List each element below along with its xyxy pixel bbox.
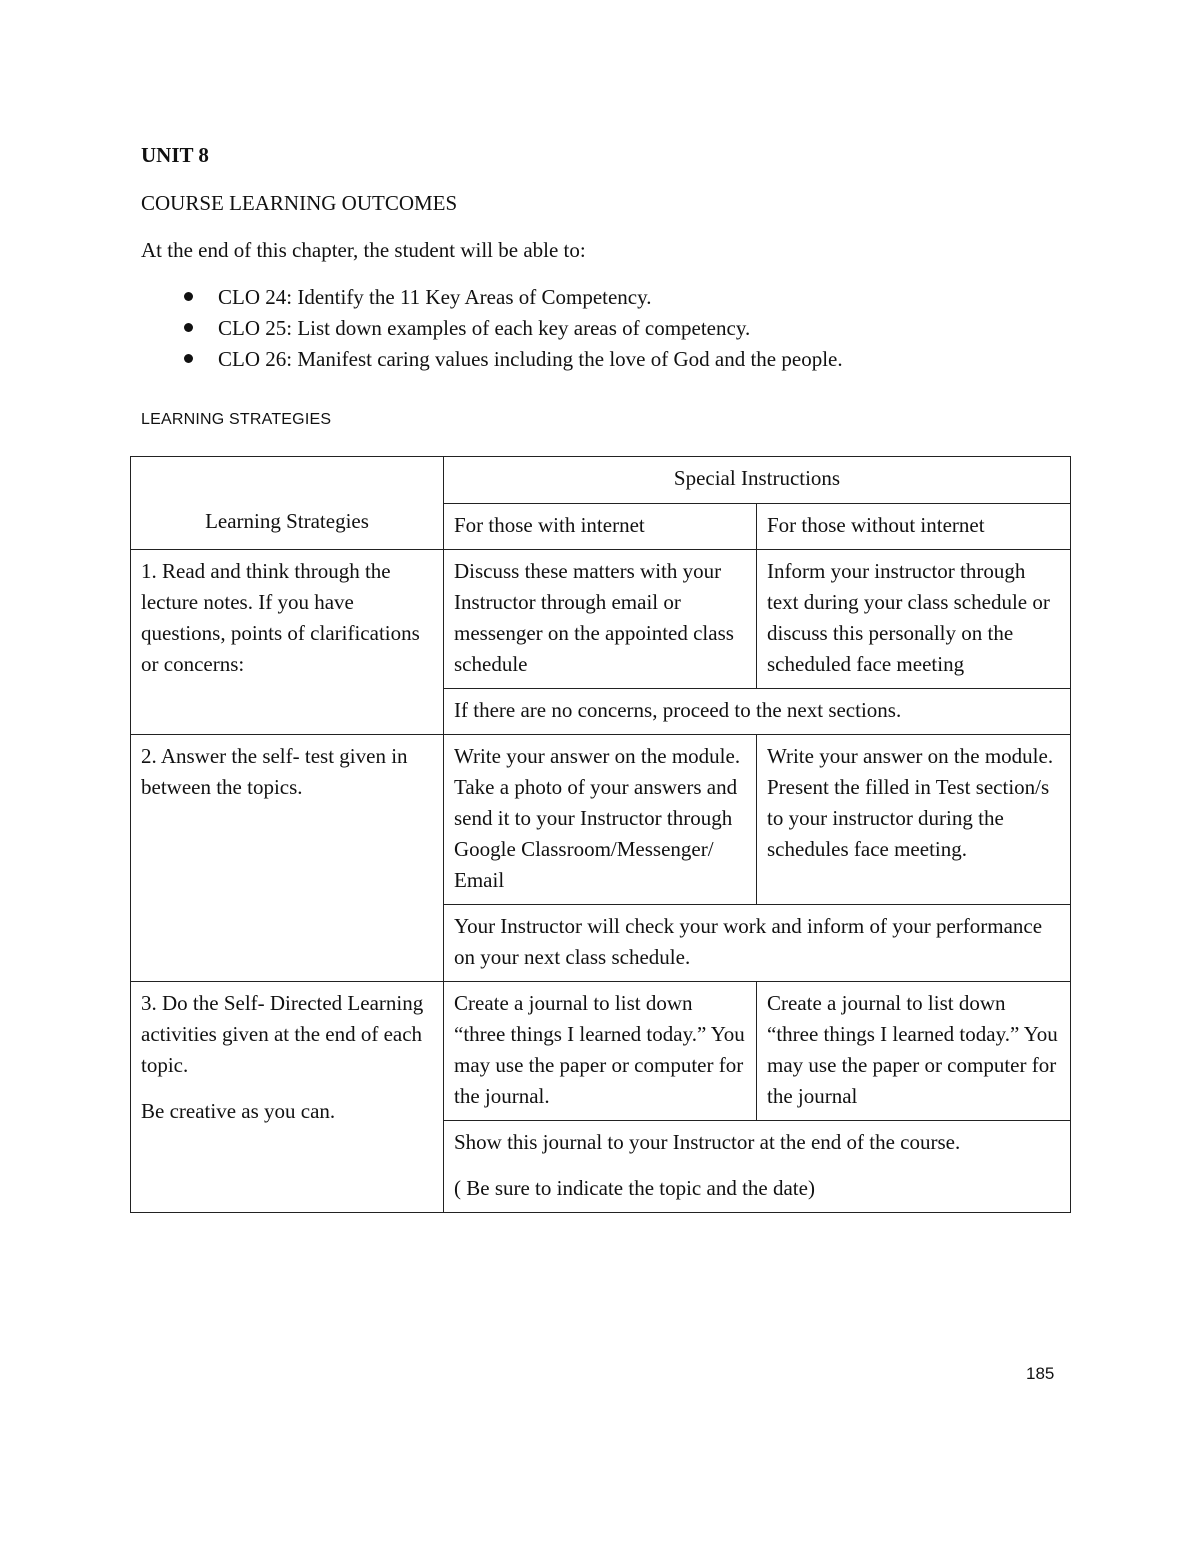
outcomes-list: [141, 284, 843, 377]
strategies-heading: LEARNING STRATEGIES: [141, 411, 332, 428]
with-internet-cell: Write your answer on the module. Take a photo of your answers and send it to your Instructor through Google Classroom/Messenger/ Email: [444, 735, 757, 905]
header-special-instructions: Special Instructions: [444, 457, 1071, 504]
with-internet-cell: Discuss these matters with your Instructor through email or messenger on the appointed class schedule: [444, 550, 757, 689]
page-number: 185: [1026, 1364, 1055, 1383]
without-internet-cell: Inform your instructor through text during your class schedule or discuss this personally on the scheduled face meeting: [757, 550, 1071, 689]
with-internet-cell: Create a journal to list down “three things I learned today.” You may use the paper or computer for the journal.: [444, 982, 757, 1121]
outcome-text: CLO 26: Manifest caring values including the love of God and the people.: [218, 347, 843, 371]
intro-text: At the end of this chapter, the student will be able to:: [141, 238, 586, 262]
outcome-item: [141, 315, 843, 346]
note-cell: [444, 1121, 1071, 1213]
outcome-item: [141, 346, 843, 377]
note-text: Show this journal to your Instructor at the end of the course.: [454, 1130, 961, 1154]
strategy-cell: [131, 735, 444, 982]
outcome-text: CLO 25: List down examples of each key areas of competency.: [218, 316, 751, 340]
note-cell: [444, 689, 1071, 735]
strategy-text: 2. Answer the self- test given in between the topics.: [141, 744, 408, 799]
note-cell: [444, 905, 1071, 982]
table-row: [131, 735, 1071, 905]
outcome-item: [141, 284, 843, 315]
strategy-cell: [131, 982, 444, 1213]
strategy-cell: [131, 550, 444, 735]
note-text: ( Be sure to indicate the topic and the date): [454, 1176, 815, 1200]
outcome-text: CLO 24: Identify the 11 Key Areas of Competency.: [218, 285, 652, 309]
header-with-internet: For those with internet: [444, 504, 757, 550]
strategy-text: 3. Do the Self- Directed Learning activities given at the end of each topic.: [141, 991, 424, 1077]
unit-title: UNIT 8: [141, 143, 209, 167]
without-internet-cell: Create a journal to list down “three things I learned today.” You may use the paper or computer for the journal: [757, 982, 1071, 1121]
outcomes-heading: COURSE LEARNING OUTCOMES: [141, 191, 458, 215]
note-text: If there are no concerns, proceed to the next sections.: [454, 698, 902, 722]
bullet-icon: [184, 354, 193, 363]
without-internet-cell: Write your answer on the module. Present the filled in Test section/s to your instructor during the schedules face meeting.: [757, 735, 1071, 905]
strategy-text: Be creative as you can.: [141, 1099, 336, 1123]
strategy-text: 1. Read and think through the lecture notes. If you have questions, points of clarifications or concerns:: [141, 559, 420, 676]
learning-strategies-table: [130, 456, 1071, 1213]
header-without-internet: For those without internet: [757, 504, 1071, 550]
table-header-row: [131, 457, 1071, 504]
note-text: Your Instructor will check your work and inform of your performance on your next class schedule.: [454, 914, 1043, 969]
bullet-icon: [184, 323, 193, 332]
table-row: [131, 550, 1071, 689]
table-row: [131, 982, 1071, 1121]
header-learning-strategies: Learning Strategies: [131, 457, 444, 550]
bullet-icon: [184, 292, 193, 301]
